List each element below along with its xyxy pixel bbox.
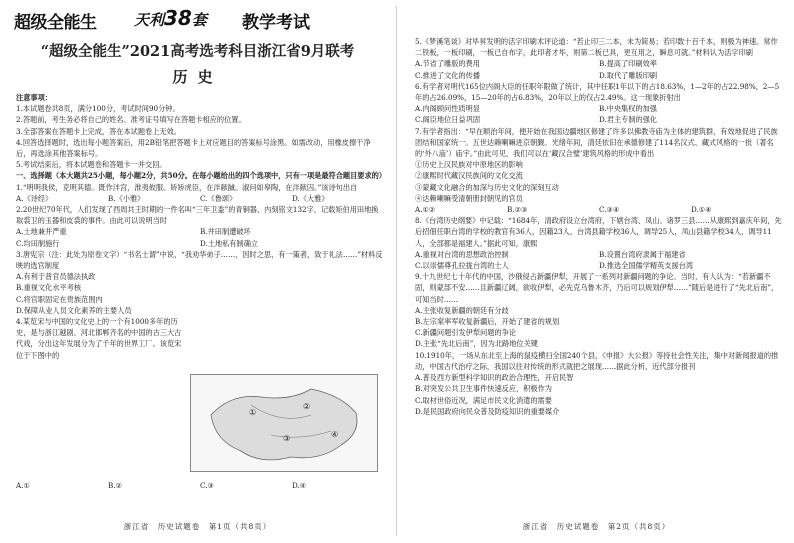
options-row [415, 204, 783, 215]
question-stem: 4.某览宋与中国的文化史上的一个有1000多年的历史，是与浙江越剧、河北邯郸齐名的中国的古三大古代戏，分出这年发展分为了千年的世界工厂。该览宋位于下图中的 [16, 317, 182, 360]
option: D.主张“先北后南”，因为北路地位关键 [415, 339, 538, 349]
option: B.左宗棠率军收复新疆后，开始了建省的规划 [415, 317, 560, 327]
options-row [415, 103, 783, 114]
option: A.《诗经》 [16, 193, 53, 203]
option: C.取材世俗近况，满足市民文化消遣的需要 [415, 395, 552, 405]
option: D.④ [292, 481, 307, 490]
option: B.②③ [507, 205, 528, 215]
question-stem: 5.《梦溪笔谈》对毕昇发明的活字印刷术评论道：“若止印三二本，未为简易；若印数十百千本，则极为神速。常作二铁板，一板印刷，一板已自布字，此印者才毕，则第二板已具，更互用之，瞬息可就。”材料认为活字印刷 [415, 37, 778, 58]
brand-logo-2: 天利38套 [134, 6, 207, 30]
option: A.有利于普官员德法执政 [16, 272, 96, 282]
page-1 [0, 0, 395, 543]
notice-item: 1.本试题卷共8页，满分100分，考试时间90分钟。 [16, 104, 180, 114]
page-footer: 浙江省 历史试题卷 第1页（共8页） [123, 522, 272, 531]
options-row [415, 249, 783, 260]
question-stem: 2.20世纪70年代，人们发现了西周共王时期的一件名叫“三年卫盉”的青铜器，内刻铭文132字，记载矩伯用田地换取裘卫的玉器和皮裘的事件。由此可以说明当时 [16, 205, 379, 226]
option: B.《小雅》 [108, 193, 145, 203]
map-label: ② [303, 402, 311, 411]
option: B.井田制遭破坏 [200, 227, 251, 237]
question-stem: 9.十九世纪七十年代的中国，沙俄侵占新疆伊犁，开展了一系列对新疆问题的争论。当时，有人认为：“若新疆不固，则蒙部不安……且新疆辽阔，欲收伊犁，必先克乌鲁木齐，乃后可以规划伊犁……”随后是进行了“先北后南”，可知当时…… [415, 272, 779, 304]
option: A.①② [415, 205, 436, 215]
q4-options [16, 480, 384, 491]
option: A.土地兼并严重 [16, 227, 67, 237]
option: D.是民国政府向民众普及防疫知识的重要媒介 [415, 406, 560, 416]
option: D.土地私有制确立 [200, 238, 259, 248]
column-divider [396, 6, 397, 536]
options-row [415, 58, 783, 69]
option: C.推进了文化的传播 [415, 70, 481, 80]
option: A.普及西方新型科学知识的政治合理性，开启民智 [415, 373, 574, 383]
option: A.主张收复新疆的朝廷有分歧 [415, 305, 509, 315]
options-row [415, 70, 783, 81]
option: D.君主专制的强化 [599, 115, 658, 125]
page-2 [399, 0, 794, 543]
option: B.重视文化水平考核 [16, 283, 82, 293]
option: C.阁臣地位日益巩固 [415, 115, 481, 125]
option: D.保障从业人员文化素养的主要人员 [16, 305, 132, 315]
notice-item: 4.回答选择题时，选出每小题答案后，用2B铅笔把答题卡上对应题目的答案标号涂黑。如需改动，用橡皮擦干净后，再选涂其他答案标号。 [16, 137, 371, 159]
brand-logo-1: 超级全能生 [14, 13, 97, 33]
option: C.《鲁颂》 [200, 193, 237, 203]
options-row [16, 193, 384, 204]
map-label: ① [249, 408, 257, 417]
section-heading: 一、选择题（本大题共25小题，每小题2分，共50分。在每小题给出的四个选项中，只有一项是最符合题目要求的） [16, 171, 387, 181]
options-row [415, 114, 783, 125]
option: B.设置台湾府隶属于福建省 [599, 249, 686, 259]
options-row [415, 260, 783, 271]
page-footer: 浙江省 历史试题卷 第2页（共8页） [522, 522, 671, 531]
notice-item: 3.全部答案在答题卡上完成，答在本试题卷上无效。 [16, 126, 181, 136]
option: A.内阁顾问性质明显 [415, 104, 480, 114]
option: C.将官职固定在贵族范围内 [16, 294, 103, 304]
question-stem: 7.有学者指出：“早在顺治年间，便开始在我国边疆地区修建了许多以佛教寺庙为主体的建筑群，有效地促进了民族团结和国家统一。五世达赖喇嘛进京朝觐。光绪年间，清廷依旧在承德修建了114名汉式、藏式风格的一批（著名的‘外八庙’）庙宇。”由此可见，我们可以在‘藏汉合璧’建筑风格的形成中看出 [415, 126, 778, 159]
option: B.② [108, 481, 123, 490]
question-stem: 8.《台湾历史纲要》中记载：“1684年，清政府设立台湾府，下辖台湾、凤山、诸罗三县……从康熙到嘉庆年间，先后招佃任职台湾的学校的教官有36人，因籍23人，台湾县籍学校36人，调导25人，凤山县籍学校34人，调导11人，全部都是福建人。”据此可知，康熙 [415, 216, 782, 248]
notice-item: 5.考试结束后，将本试题卷和答题卡一并交回。 [16, 160, 167, 170]
option: A.① [16, 481, 30, 490]
statement: ④达赖喇嘛受清朝册封朝见的官员 [415, 193, 523, 203]
option: A.重视对台湾的思想政治控制 [415, 249, 509, 259]
options-row [16, 238, 384, 249]
map-label: ③ [283, 434, 291, 443]
options-row [16, 480, 384, 491]
option: C.以崇儒尊孔拉拢台湾的士人 [415, 261, 509, 271]
option: A.节省了雕版的费用 [415, 59, 480, 69]
statement: ①历史上汉民族对中原地区的影响 [415, 160, 523, 170]
option: D.取代了雕版印刷 [599, 70, 658, 80]
subject-title: 历史 [172, 68, 223, 86]
statement: ②康熙时代藏汉民族间的文化交流 [415, 171, 523, 181]
notice-block [16, 92, 387, 361]
brand-header [14, 6, 384, 33]
question-stem: 10.1910年，一场从东北至上海的鼠疫横扫全国240个县，《申报》大公报》等持社会性关注，集中对新闻报道的推动，中国古代治疗之际，我国以往对传统的形式就把之展现……据此分析，近代部分报刊 [415, 350, 779, 371]
question-stem: 6.有学者对明代165位内阁大臣的任职年限做了统计，其中任职1年以下的占18.63%，1—2年的占22.98%，2—5年的占26.09%，15—20年的占6.83%，20年以上的仅占2.49%。这一现象折射出 [415, 81, 780, 103]
option: D.《大雅》 [292, 193, 329, 203]
option: C.③ [200, 481, 214, 490]
question-stem: 1.“明明我侯，克明其德。既作泮宫，淮夷攸服。矫矫虎臣，在泮献馘。淑问如皋陶，在泮献囚。”该诗句出自 [16, 182, 358, 192]
map-label: ④ [331, 430, 339, 439]
question-block [415, 36, 783, 417]
exam-title: “超级全能生”2021高考选考科目浙江省9月联考 [40, 43, 355, 60]
option: C.新疆问题引发伊犁问题的争论 [415, 328, 516, 338]
notice-heading: 注意事项： [16, 93, 52, 102]
option: D.推选全国儒学精英支援台湾 [599, 261, 694, 271]
notice-item: 2.答题前，考生务必将自己的姓名、准考证号填写在答题卡相应的位置。 [16, 115, 246, 125]
question-stem: 3.唐宪宗（注：此处为原卷文字）“书名士谓”中说，“我劝华弟子……，因时之思，有一策者，致于礼法……”材料反映的选官制度 [16, 249, 383, 271]
statement: ③蒙藏文化融合的加深与历史文化的深刻互动 [415, 182, 559, 192]
option: C.③④ [599, 205, 620, 215]
option: C.均田制施行 [16, 238, 60, 248]
china-map-icon [191, 375, 377, 471]
option: D.①④ [691, 205, 712, 215]
option: B.中央集权的加强 [599, 104, 657, 114]
map-figure [190, 374, 378, 472]
options-row [16, 226, 384, 237]
brand-logo-3: 教学考试 [242, 13, 310, 33]
option: B.提高了印刷效率 [599, 59, 657, 69]
option: B.对突发公共卫生事件快速反应，积极作为 [415, 384, 552, 394]
